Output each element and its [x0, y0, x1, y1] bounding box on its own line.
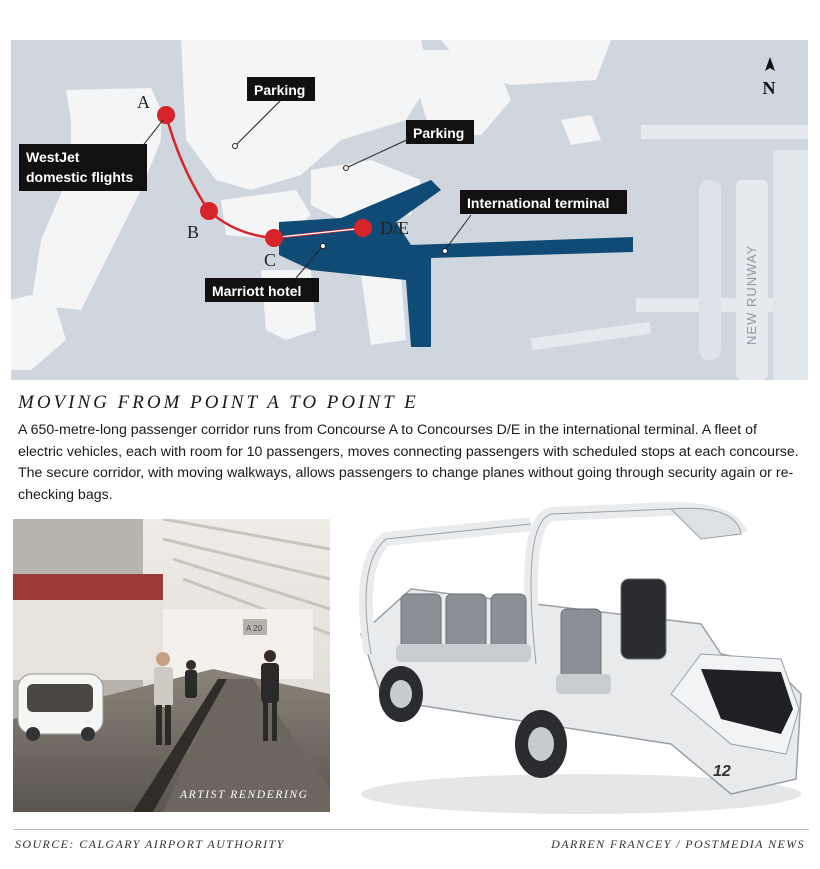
section-description: A 650-metre-long passenger corridor runs from Concourse A to Concourses D/E in the international terminal. A fleet of electric vehicles, each with room for 10 passengers, moves connecting passengers with scheduled stops at each concourse. The secure corridor, with moving walkways, allows passengers to change planes without going through security again or re-checking bags. [18, 422, 799, 503]
svg-text:WestJet: WestJet [26, 149, 80, 165]
footer-divider [13, 829, 809, 830]
stop-a-dot [157, 106, 175, 124]
svg-text:Parking: Parking [413, 125, 465, 141]
stop-de-label: D/E [380, 218, 409, 238]
section-title: MOVING FROM POINT A TO POINT E [18, 392, 419, 413]
author-credit: DARREN FRANCEY / POSTMEDIA NEWS [551, 837, 805, 851]
stop-b-label: B [187, 222, 200, 242]
runway-label: NEW RUNWAY [744, 244, 759, 345]
stop-c-dot [265, 229, 283, 247]
rendering-caption: ARTIST RENDERING [180, 789, 309, 801]
stop-a-label: A [137, 92, 150, 112]
callout-parking-2 [406, 120, 474, 144]
callout-westjet [19, 144, 147, 191]
svg-text:N: N [762, 78, 776, 98]
callout-parking-1 [247, 77, 315, 101]
electric-vehicle-image [341, 494, 809, 820]
stop-de-dot [354, 219, 372, 237]
svg-text:domestic flights: domestic flights [26, 169, 134, 185]
corridor-rendering-image [13, 519, 330, 812]
airport-map [11, 40, 808, 380]
svg-text:A 20: A 20 [246, 624, 263, 633]
stop-c-label: C [264, 250, 277, 270]
vehicle-number: 12 [713, 763, 731, 780]
callout-marriott [205, 278, 319, 302]
stop-b-dot [200, 202, 218, 220]
svg-text:Marriott hotel: Marriott hotel [212, 283, 302, 299]
callout-international [460, 190, 627, 214]
passenger-pod [18, 674, 103, 741]
source-credit: SOURCE: CALGARY AIRPORT AUTHORITY [15, 837, 285, 851]
svg-text:International terminal: International terminal [467, 195, 610, 211]
svg-text:Parking: Parking [254, 82, 306, 98]
